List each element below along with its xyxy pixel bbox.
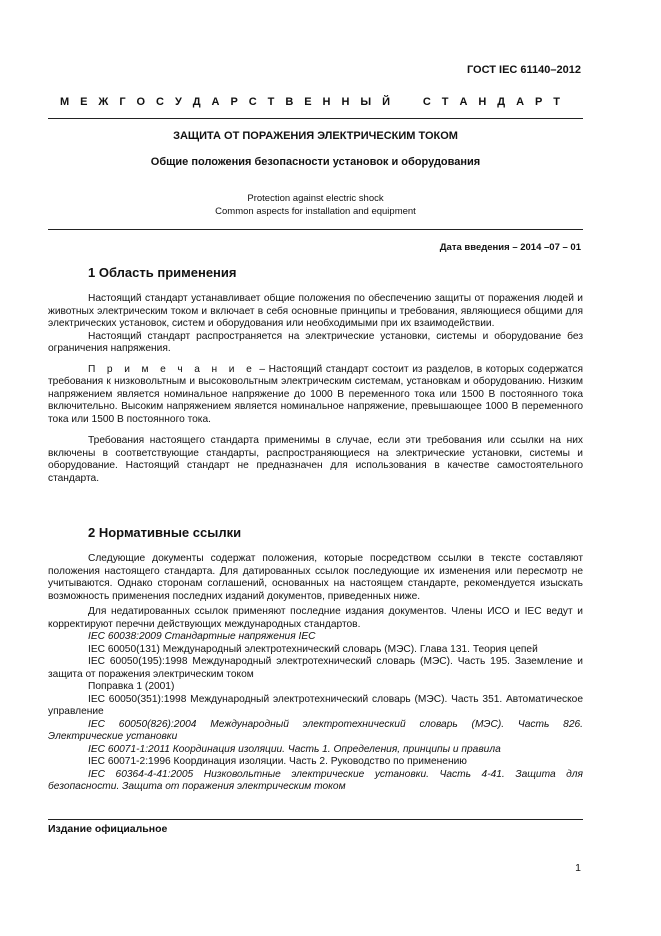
section2-paragraph-1: Следующие документы содержат положения, которые посредством ссылки в тексте составляют положения настоящего стандарта. Для датированных ссылок последующие их изменения или пересмотр не учитываются. Однако сторонам соглашений, основанных на настоящем стандарте, рекомендуется изыскать возможность применения последних изданий документов, приведенных ниже.	[48, 553, 583, 602]
reference-item: IEC 60050(131) Международный электротехнический словарь (МЭС). Глава 131. Теория цепей	[88, 643, 538, 655]
reference-item: IEC 60050(195):1998 Международный электротехнический словарь (МЭС). Часть 195. Заземление и защита от поражения электрическим током	[48, 656, 583, 680]
english-title-line2: Common aspects for installation and equipment	[215, 206, 416, 217]
section1-heading: 1 Область применения	[88, 265, 237, 280]
section1-body	[48, 293, 583, 485]
reference-item: IEC 60038:2009 Стандартные напряжения IEC	[88, 631, 316, 642]
reference-item: IEC 60071-2:1996 Координация изоляции. Часть 2. Руководство по применению	[88, 756, 467, 767]
page-number: 1	[575, 862, 581, 874]
standard-code: ГОСТ IEC 61140–2012	[466, 64, 581, 76]
reference-item: IEC 60071-1:2011 Координация изоляции. Часть 1. Определения, принципы и правила	[88, 743, 501, 755]
top-divider	[48, 118, 583, 119]
document-subtitle: Общие положения безопасности установок и оборудования	[150, 156, 481, 168]
interstate-standard-banner: М Е Ж Г О С У Д А Р С Т В Е Н Н Ы Й С Т А Н Д А Р Т	[60, 96, 560, 108]
section2-body	[48, 553, 583, 794]
section1-paragraph-2: Настоящий стандарт распространяется на электрические установки, системы и оборудование без ограничения напряжения.	[48, 330, 583, 354]
note-text: – Настоящий стандарт состоит из разделов, в которых содержатся требования к низковольтным и высоковольтным электрическим системам, установкам и оборудованию. Низким напряжением является номинальное напряжение до 1000 В переменного тока или 1500 В постоянного тока включительно. Высоким напряжением является номинальное напряжение, превышающее 1000 В переменного тока или 1500 В постоянного тока.	[48, 363, 583, 425]
introduction-date: Дата введения – 2014 –07 – 01	[439, 242, 581, 253]
english-title-line1: Protection against electric shock	[247, 193, 384, 204]
reference-item: IEC 60364-4-41:2005 Низковольтные электрические установки. Часть 4-41. Защита для безопасности. Защита от поражения электрическим током	[48, 768, 583, 792]
section1-paragraph-3: Требования настоящего стандарта применимы в случае, если эти требования или ссылки на них включены в соответствующие стандарты, распространяющиеся на электрические установки, системы и оборудование. Настоящий стандарт не предназначен для использования в качестве самостоятельного стандарта.	[48, 435, 583, 484]
reference-item: IEC 60050(826):2004 Международный электротехнический словарь (МЭС). Часть 826. Электрические установки	[48, 718, 583, 742]
footer-divider	[48, 819, 583, 820]
reference-item: Поправка 1 (2001)	[88, 681, 175, 692]
note-label: П р и м е ч а н и е	[88, 363, 256, 375]
section1-paragraph-1: Настоящий стандарт устанавливает общие положения по обеспечению защиты от поражения людей и животных электрическим током и включает в себя основные принципы и требования, являющиеся общими для электрических установок, систем и оборудования или необходимыми при их взаимодействии.	[48, 293, 583, 329]
official-edition-label: Издание официальное	[48, 823, 168, 835]
section1-note	[48, 364, 583, 427]
document-title: ЗАЩИТА ОТ ПОРАЖЕНИЯ ЭЛЕКТРИЧЕСКИМ ТОКОМ	[173, 130, 458, 142]
title-divider	[48, 229, 583, 230]
reference-item: IEC 60050(351):1998 Международный электротехнический словарь (МЭС). Часть 351. Автоматическое управление	[48, 693, 583, 717]
section2-paragraph-2: Для недатированных ссылок применяют последние издания документов. Члены ИСО и IEC ведут и корректируют перечни действующих международных стандартов.	[48, 606, 583, 630]
section2-heading: 2 Нормативные ссылки	[88, 525, 242, 540]
